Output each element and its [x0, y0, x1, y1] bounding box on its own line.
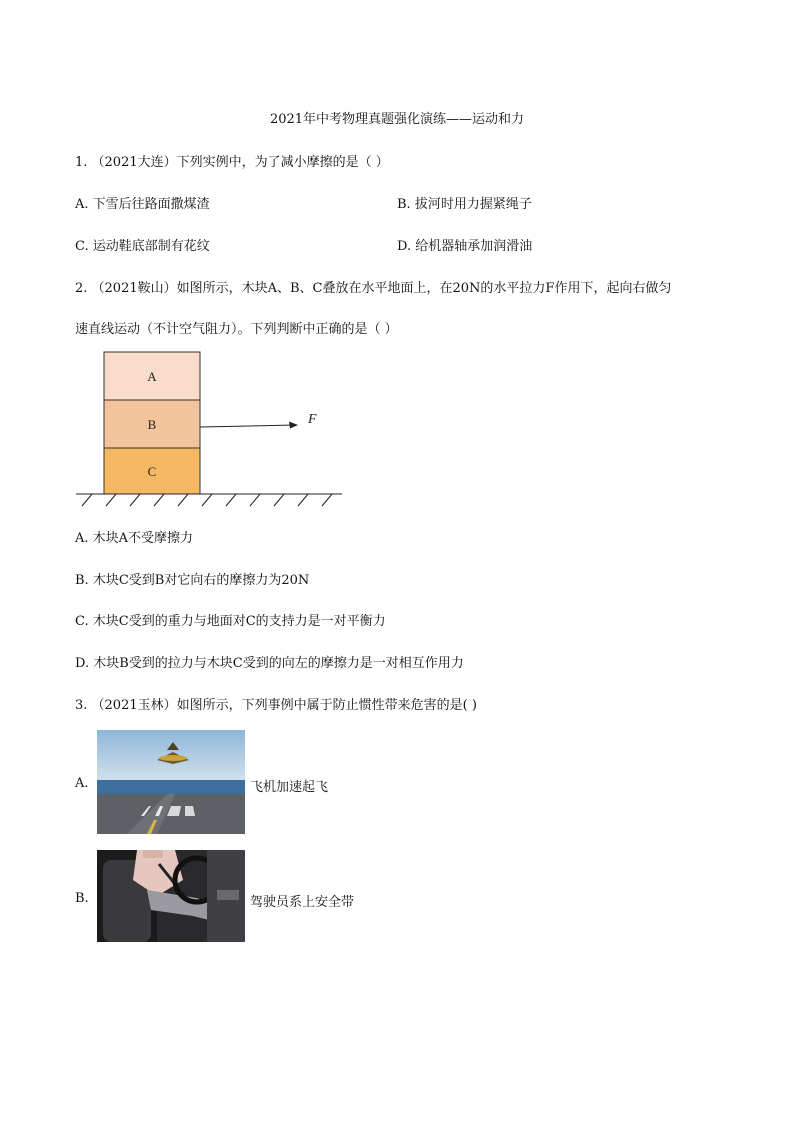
block-c-label: C [147, 464, 157, 479]
q2-stem-line2: 速直线运动（不计空气阻力）。下列判断中正确的是（ ） [75, 322, 398, 337]
q2-option-c: C. 木块C受到的重力与地面对C的支持力是一对平衡力 [75, 614, 386, 629]
q1-option-a: A. 下雪后往路面撒煤渣 [75, 197, 210, 212]
q3-stem: 3. （2021玉林）如图所示，下列事例中属于防止惯性带来危害的是( ) [75, 698, 477, 713]
stacked-blocks-figure [74, 348, 346, 508]
block-b-label: B [147, 417, 157, 432]
q3-option-a-caption: 飞机加速起飞 [250, 780, 329, 795]
q1-option-c: C. 运动鞋底部制有花纹 [75, 239, 210, 254]
force-arrowhead [289, 422, 298, 429]
q1-stem: 1. （2021大连）下列实例中，为了减小摩擦的是（ ） [75, 155, 389, 170]
force-label: F [308, 412, 317, 427]
force-arrow [200, 425, 296, 427]
ground-hatching [82, 494, 332, 506]
q1-option-b: B. 拔河时用力握紧绳子 [397, 197, 532, 212]
airplane-takeoff-photo [97, 730, 245, 834]
page-title: 2021年中考物理真题强化演练——运动和力 [269, 112, 525, 127]
seatbelt-photo [97, 850, 245, 942]
q3-option-b-caption: 驾驶员系上安全带 [250, 895, 355, 910]
q2-option-d: D. 木块B受到的拉力与木块C受到的向左的摩擦力是一对相互作用力 [75, 656, 464, 671]
q2-option-a: A. 木块A不受摩擦力 [75, 531, 194, 546]
q1-option-d: D. 给机器轴承加润滑油 [397, 239, 533, 254]
q2-stem-line1: 2. （2021鞍山）如图所示，木块A、B、C叠放在水平地面上，在20N的水平拉力F作用下，起向右做匀 [75, 281, 672, 296]
q3-option-b-letter: B. [75, 891, 89, 906]
q2-option-b: B. 木块C受到B对它向右的摩擦力为20N [75, 573, 310, 588]
q3-option-a-letter: A. [75, 776, 89, 791]
block-a-label: A [147, 369, 157, 384]
